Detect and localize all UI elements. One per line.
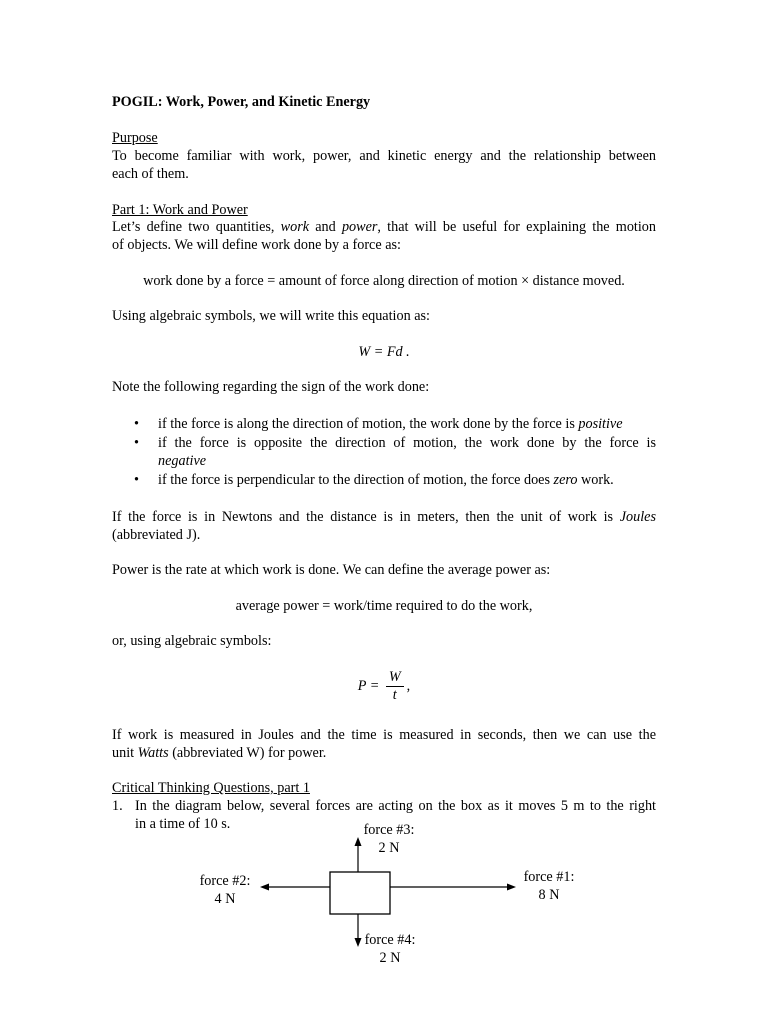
algebraic-text: Using algebraic symbols, we will write this equation as:	[112, 308, 430, 324]
part1-intro-line1: Let’s define two quantities, work and power, that will be useful for explaining the motion	[112, 219, 656, 235]
units-line2: (abbreviated J).	[112, 527, 201, 543]
box	[330, 872, 390, 914]
force-2-value: 4 N	[214, 891, 236, 907]
question-number: 1.	[112, 798, 123, 814]
force-2-label	[190, 872, 260, 908]
purpose-text-line2: each of them.	[112, 166, 189, 182]
question-1-line2: in a time of 10 s.	[135, 816, 231, 832]
part1-intro-line2: of objects. We will define work done by a force as:	[112, 237, 401, 253]
or-symbols-text: or, using algebraic symbols:	[112, 633, 272, 649]
watts-line1: If work is measured in Joules and the time is measured in seconds, then we can use the	[112, 727, 656, 743]
power-equation: P = $\frac{W}{t}$ ,	[357, 669, 411, 703]
watts-line2: unit Watts (abbreviated W) for power.	[112, 745, 327, 761]
sign-note: Note the following regarding the sign of the work done:	[112, 379, 430, 395]
force-1-label	[514, 868, 584, 904]
force-2-arrow	[260, 884, 330, 891]
force-1-arrow	[390, 884, 516, 891]
average-power: average power = work/time required to do the work,	[235, 598, 533, 614]
question-1-line1: In the diagram below, several forces are acting on the box as it moves 5 m to the right	[135, 798, 656, 814]
work-definition: work done by a force = amount of force along direction of motion × distance moved.	[143, 273, 625, 289]
force-4-name: force #4:	[364, 932, 416, 948]
force-3-name: force #3:	[363, 822, 415, 838]
power-definition: Power is the rate at which work is done. We can define the average power as:	[112, 562, 551, 578]
force-1-value: 8 N	[538, 887, 560, 903]
document-title: POGIL: Work, Power, and Kinetic Energy	[112, 94, 371, 110]
purpose-heading: Purpose	[112, 130, 158, 146]
power-fraction: $\frac{W}{t}$	[386, 669, 404, 704]
force-4-label	[355, 931, 425, 967]
force-3-label	[354, 821, 424, 857]
work-equation: W = Fd .	[358, 344, 410, 360]
purpose-text-line1: To become familiar with work, power, and kinetic energy and the relationship between	[112, 148, 656, 164]
ctq-heading: Critical Thinking Questions, part 1	[112, 780, 310, 796]
force-3-value: 2 N	[378, 840, 400, 856]
force-4-value: 2 N	[379, 950, 401, 966]
force-2-name: force #2:	[199, 873, 251, 889]
part1-heading: Part 1: Work and Power	[112, 202, 248, 218]
force-1-name: force #1:	[523, 869, 575, 885]
units-line1: If the force is in Newtons and the distance is in meters, then the unit of work is Joules	[112, 509, 656, 525]
